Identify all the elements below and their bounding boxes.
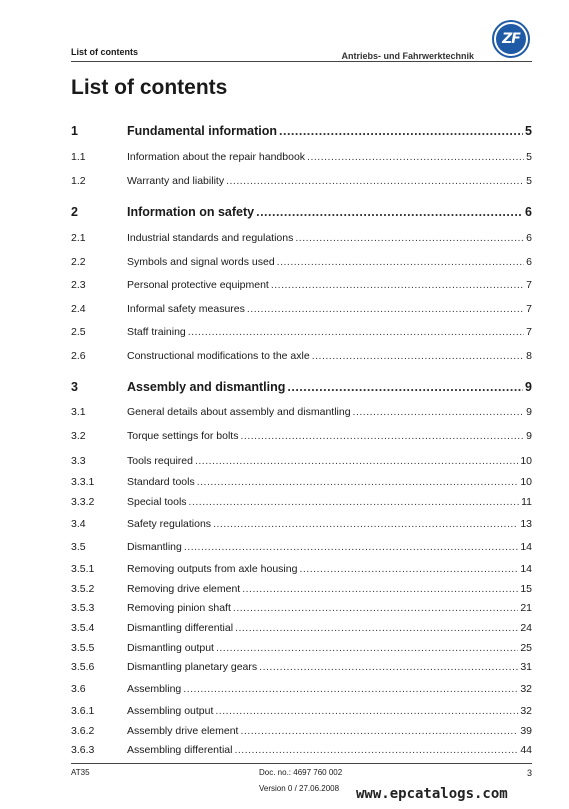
toc-entry[interactable] — [71, 279, 532, 295]
toc-entry-label-row — [127, 279, 532, 291]
toc-dot-leader — [312, 350, 524, 362]
toc-dot-leader — [184, 541, 518, 553]
toc-entry-label-row — [127, 518, 532, 530]
toc-entry-label-row — [127, 205, 532, 219]
toc-entry-number: 2.4 — [71, 303, 86, 315]
toc-entry-label-row — [127, 430, 532, 442]
toc-entry-title: Assembling — [127, 683, 182, 695]
toc-dot-leader — [226, 175, 524, 187]
toc-entry-page: 5 — [526, 151, 532, 163]
toc-entry[interactable] — [71, 518, 532, 534]
toc-entry[interactable] — [71, 602, 532, 618]
toc-entry-number: 3.6 — [71, 683, 86, 695]
toc-entry[interactable] — [71, 406, 532, 422]
toc-entry-number: 2.3 — [71, 279, 86, 291]
toc-entry-page: 14 — [520, 563, 532, 575]
toc-entry-title: Symbols and signal words used — [127, 256, 275, 268]
toc-dot-leader — [235, 622, 518, 634]
toc-dot-leader — [256, 205, 523, 219]
toc-entry-label-row — [127, 326, 532, 338]
toc-dot-leader — [259, 661, 518, 673]
toc-entry-title: Safety regulations — [127, 518, 212, 530]
toc-entry-number: 3.6.3 — [71, 744, 95, 756]
toc-entry-number: 3.5 — [71, 541, 86, 553]
toc-entry-title: General details about assembly and dismantling — [127, 406, 351, 418]
toc-entry-page: 8 — [526, 350, 532, 362]
toc-dot-leader — [242, 583, 518, 595]
toc-entry-page: 21 — [520, 602, 532, 614]
toc-entry[interactable] — [71, 232, 532, 248]
toc-dot-leader — [197, 476, 519, 488]
toc-entry-label-row — [127, 683, 532, 695]
toc-entry-label-row — [127, 256, 532, 268]
toc-entry-label-row — [127, 124, 532, 138]
toc-entry-label-row — [127, 496, 532, 508]
toc-entry-label-row — [127, 642, 532, 654]
toc-dot-leader — [279, 124, 523, 138]
toc-entry-number: 2.6 — [71, 350, 86, 362]
toc-dot-leader — [353, 406, 525, 418]
toc-entry-label-row — [127, 303, 532, 315]
toc-entry[interactable] — [71, 642, 532, 658]
toc-entry[interactable] — [71, 124, 532, 140]
toc-entry-number: 3.5.5 — [71, 642, 95, 654]
toc-entry-number: 3.6.2 — [71, 725, 95, 737]
toc-dot-leader — [233, 602, 518, 614]
toc-entry-title: Assembly and dismantling — [127, 380, 286, 394]
toc-entry-label-row — [127, 602, 532, 614]
toc-entry[interactable] — [71, 175, 532, 191]
toc-entry[interactable] — [71, 455, 532, 471]
toc-entry-label-row — [127, 705, 532, 717]
toc-entry-page: 9 — [525, 380, 532, 394]
toc-entry-page: 6 — [526, 256, 532, 268]
toc-entry-label-row — [127, 541, 532, 553]
toc-entry-title: Assembling output — [127, 705, 214, 717]
toc-entry-title: Constructional modifications to the axle — [127, 350, 310, 362]
toc-entry-label-row — [127, 350, 532, 362]
toc-entry[interactable] — [71, 583, 532, 599]
toc-entry-label-row — [127, 661, 532, 673]
toc-entry-page: 9 — [526, 406, 532, 418]
toc-entry[interactable] — [71, 380, 532, 396]
toc-entry-number: 2.2 — [71, 256, 86, 268]
toc-entry-page: 6 — [526, 232, 532, 244]
toc-entry-title: Information about the repair handbook — [127, 151, 306, 163]
toc-entry-title: Torque settings for bolts — [127, 430, 239, 442]
toc-dot-leader — [189, 496, 520, 508]
toc-entry-title: Information on safety — [127, 205, 255, 219]
toc-entry-title: Tools required — [127, 455, 193, 467]
toc-entry-page: 5 — [525, 124, 532, 138]
toc-dot-leader — [240, 430, 524, 442]
toc-entry-label-row — [127, 583, 532, 595]
toc-entry-page: 10 — [520, 476, 532, 488]
toc-entry-label-row — [127, 455, 532, 467]
toc-entry-label-row — [127, 175, 532, 187]
toc-dot-leader — [271, 279, 524, 291]
toc-entry-number: 3.5.3 — [71, 602, 95, 614]
toc-dot-leader — [240, 725, 518, 737]
toc-entry-label-row — [127, 380, 532, 394]
toc-entry-title: Fundamental information — [127, 124, 277, 138]
watermark: www.epcatalogs.com — [356, 786, 508, 802]
toc-entry-label-row — [127, 725, 532, 737]
toc-entry-title: Dismantling — [127, 541, 182, 553]
toc-dot-leader — [183, 683, 518, 695]
page-title: List of contents — [71, 76, 228, 99]
toc-entry[interactable] — [71, 496, 532, 512]
toc-dot-leader — [216, 642, 518, 654]
toc-dot-leader — [188, 326, 524, 338]
toc-entry-page: 32 — [520, 705, 532, 717]
toc-entry[interactable] — [71, 350, 532, 366]
toc-entry-page: 31 — [520, 661, 532, 673]
toc-entry[interactable] — [71, 744, 532, 760]
toc-entry-title: Removing drive element — [127, 583, 241, 595]
toc-entry[interactable] — [71, 476, 532, 492]
toc-entry-number: 3.2 — [71, 430, 86, 442]
toc-entry-number: 3.3.1 — [71, 476, 95, 488]
toc-entry-title: Personal protective equipment — [127, 279, 269, 291]
toc-entry-label-row — [127, 232, 532, 244]
toc-dot-leader — [307, 151, 524, 163]
toc-entry-number: 3.3.2 — [71, 496, 95, 508]
toc-entry[interactable] — [71, 563, 532, 579]
toc-entry-number: 3.1 — [71, 406, 86, 418]
toc-entry-page: 14 — [520, 541, 532, 553]
toc-entry-number: 2.5 — [71, 326, 86, 338]
toc-entry[interactable] — [71, 622, 532, 638]
footer-page-number: 3 — [526, 768, 532, 778]
toc-entry-label-row — [127, 744, 532, 756]
header-division: Antriebs- und Fahrwerktechnik — [341, 51, 474, 61]
toc-entry[interactable] — [71, 151, 532, 167]
toc-entry-number: 3.5.2 — [71, 583, 95, 595]
toc-entry-page: 6 — [525, 205, 532, 219]
toc-entry-number: 3.5.6 — [71, 661, 95, 673]
toc-dot-leader — [287, 380, 523, 394]
toc-entry-number: 1.2 — [71, 175, 86, 187]
toc-entry-number: 3 — [71, 380, 78, 394]
toc-entry-title: Removing pinion shaft — [127, 602, 231, 614]
toc-entry-page: 5 — [526, 175, 532, 187]
footer-version: Version 0 / 27.06.2008 — [259, 784, 340, 793]
toc-dot-leader — [247, 303, 524, 315]
toc-entry[interactable] — [71, 705, 532, 721]
toc-entry-page: 10 — [520, 455, 532, 467]
toc-entry-page: 9 — [526, 430, 532, 442]
toc-entry[interactable] — [71, 205, 532, 221]
toc-entry-title: Warranty and liability — [127, 175, 225, 187]
toc-entry-title: Industrial standards and regulations — [127, 232, 294, 244]
footer-rule — [71, 763, 532, 764]
toc-entry-number: 1 — [71, 124, 78, 138]
toc-entry-number: 3.5.4 — [71, 622, 95, 634]
footer-model: AT35 — [71, 768, 90, 777]
toc-entry-label-row — [127, 151, 532, 163]
toc-entry-page: 39 — [520, 725, 532, 737]
zf-logo-icon: ZF — [496, 24, 526, 54]
toc-entry-page: 13 — [520, 518, 532, 530]
toc-entry-title: Informal safety measures — [127, 303, 245, 315]
toc-entry-title: Dismantling output — [127, 642, 214, 654]
toc-entry-label-row — [127, 622, 532, 634]
toc-entry-title: Dismantling differential — [127, 622, 234, 634]
header-section-title: List of contents — [71, 47, 138, 57]
toc-entry[interactable] — [71, 661, 532, 677]
toc-entry-number: 2.1 — [71, 232, 86, 244]
toc-entry-label-row — [127, 406, 532, 418]
toc-entry-label-row — [127, 563, 532, 575]
toc-entry[interactable] — [71, 541, 532, 557]
toc-entry-number: 3.3 — [71, 455, 86, 467]
toc-dot-leader — [215, 705, 518, 717]
toc-dot-leader — [195, 455, 518, 467]
toc-entry-label-row — [127, 476, 532, 488]
toc-entry-title: Staff training — [127, 326, 186, 338]
toc-entry-page: 25 — [520, 642, 532, 654]
toc-entry[interactable] — [71, 303, 532, 319]
toc-entry-title: Special tools — [127, 496, 187, 508]
toc-entry-number: 1.1 — [71, 151, 86, 163]
toc-entry-number: 2 — [71, 205, 78, 219]
toc-dot-leader — [299, 563, 518, 575]
toc-dot-leader — [277, 256, 524, 268]
zf-logo — [492, 20, 530, 58]
toc-entry-number: 3.5.1 — [71, 563, 95, 575]
toc-entry-page: 32 — [520, 683, 532, 695]
toc-entry-title: Assembly drive element — [127, 725, 239, 737]
toc-entry[interactable] — [71, 430, 532, 446]
toc-entry-page: 15 — [520, 583, 532, 595]
toc-entry-title: Assembling differential — [127, 744, 233, 756]
toc-entry[interactable] — [71, 683, 532, 699]
toc-entry-title: Removing outputs from axle housing — [127, 563, 298, 575]
toc-entry-page: 7 — [526, 303, 532, 315]
header-rule — [71, 61, 532, 62]
toc-dot-leader — [295, 232, 524, 244]
toc-entry[interactable] — [71, 725, 532, 741]
toc-entry[interactable] — [71, 326, 532, 342]
toc-entry-number: 3.6.1 — [71, 705, 95, 717]
toc-entry-title: Standard tools — [127, 476, 195, 488]
toc-dot-leader — [234, 744, 518, 756]
toc-dot-leader — [213, 518, 518, 530]
toc-entry-page: 11 — [521, 496, 532, 508]
toc-entry-number: 3.4 — [71, 518, 86, 530]
toc-entry-page: 7 — [526, 279, 532, 291]
toc-entry-page: 44 — [520, 744, 532, 756]
footer-doc-number: Doc. no.: 4697 760 002 — [259, 768, 343, 777]
toc-entry-title: Dismantling planetary gears — [127, 661, 258, 673]
toc-entry-page: 24 — [520, 622, 532, 634]
toc-entry-page: 7 — [526, 326, 532, 338]
toc-entry[interactable] — [71, 256, 532, 272]
